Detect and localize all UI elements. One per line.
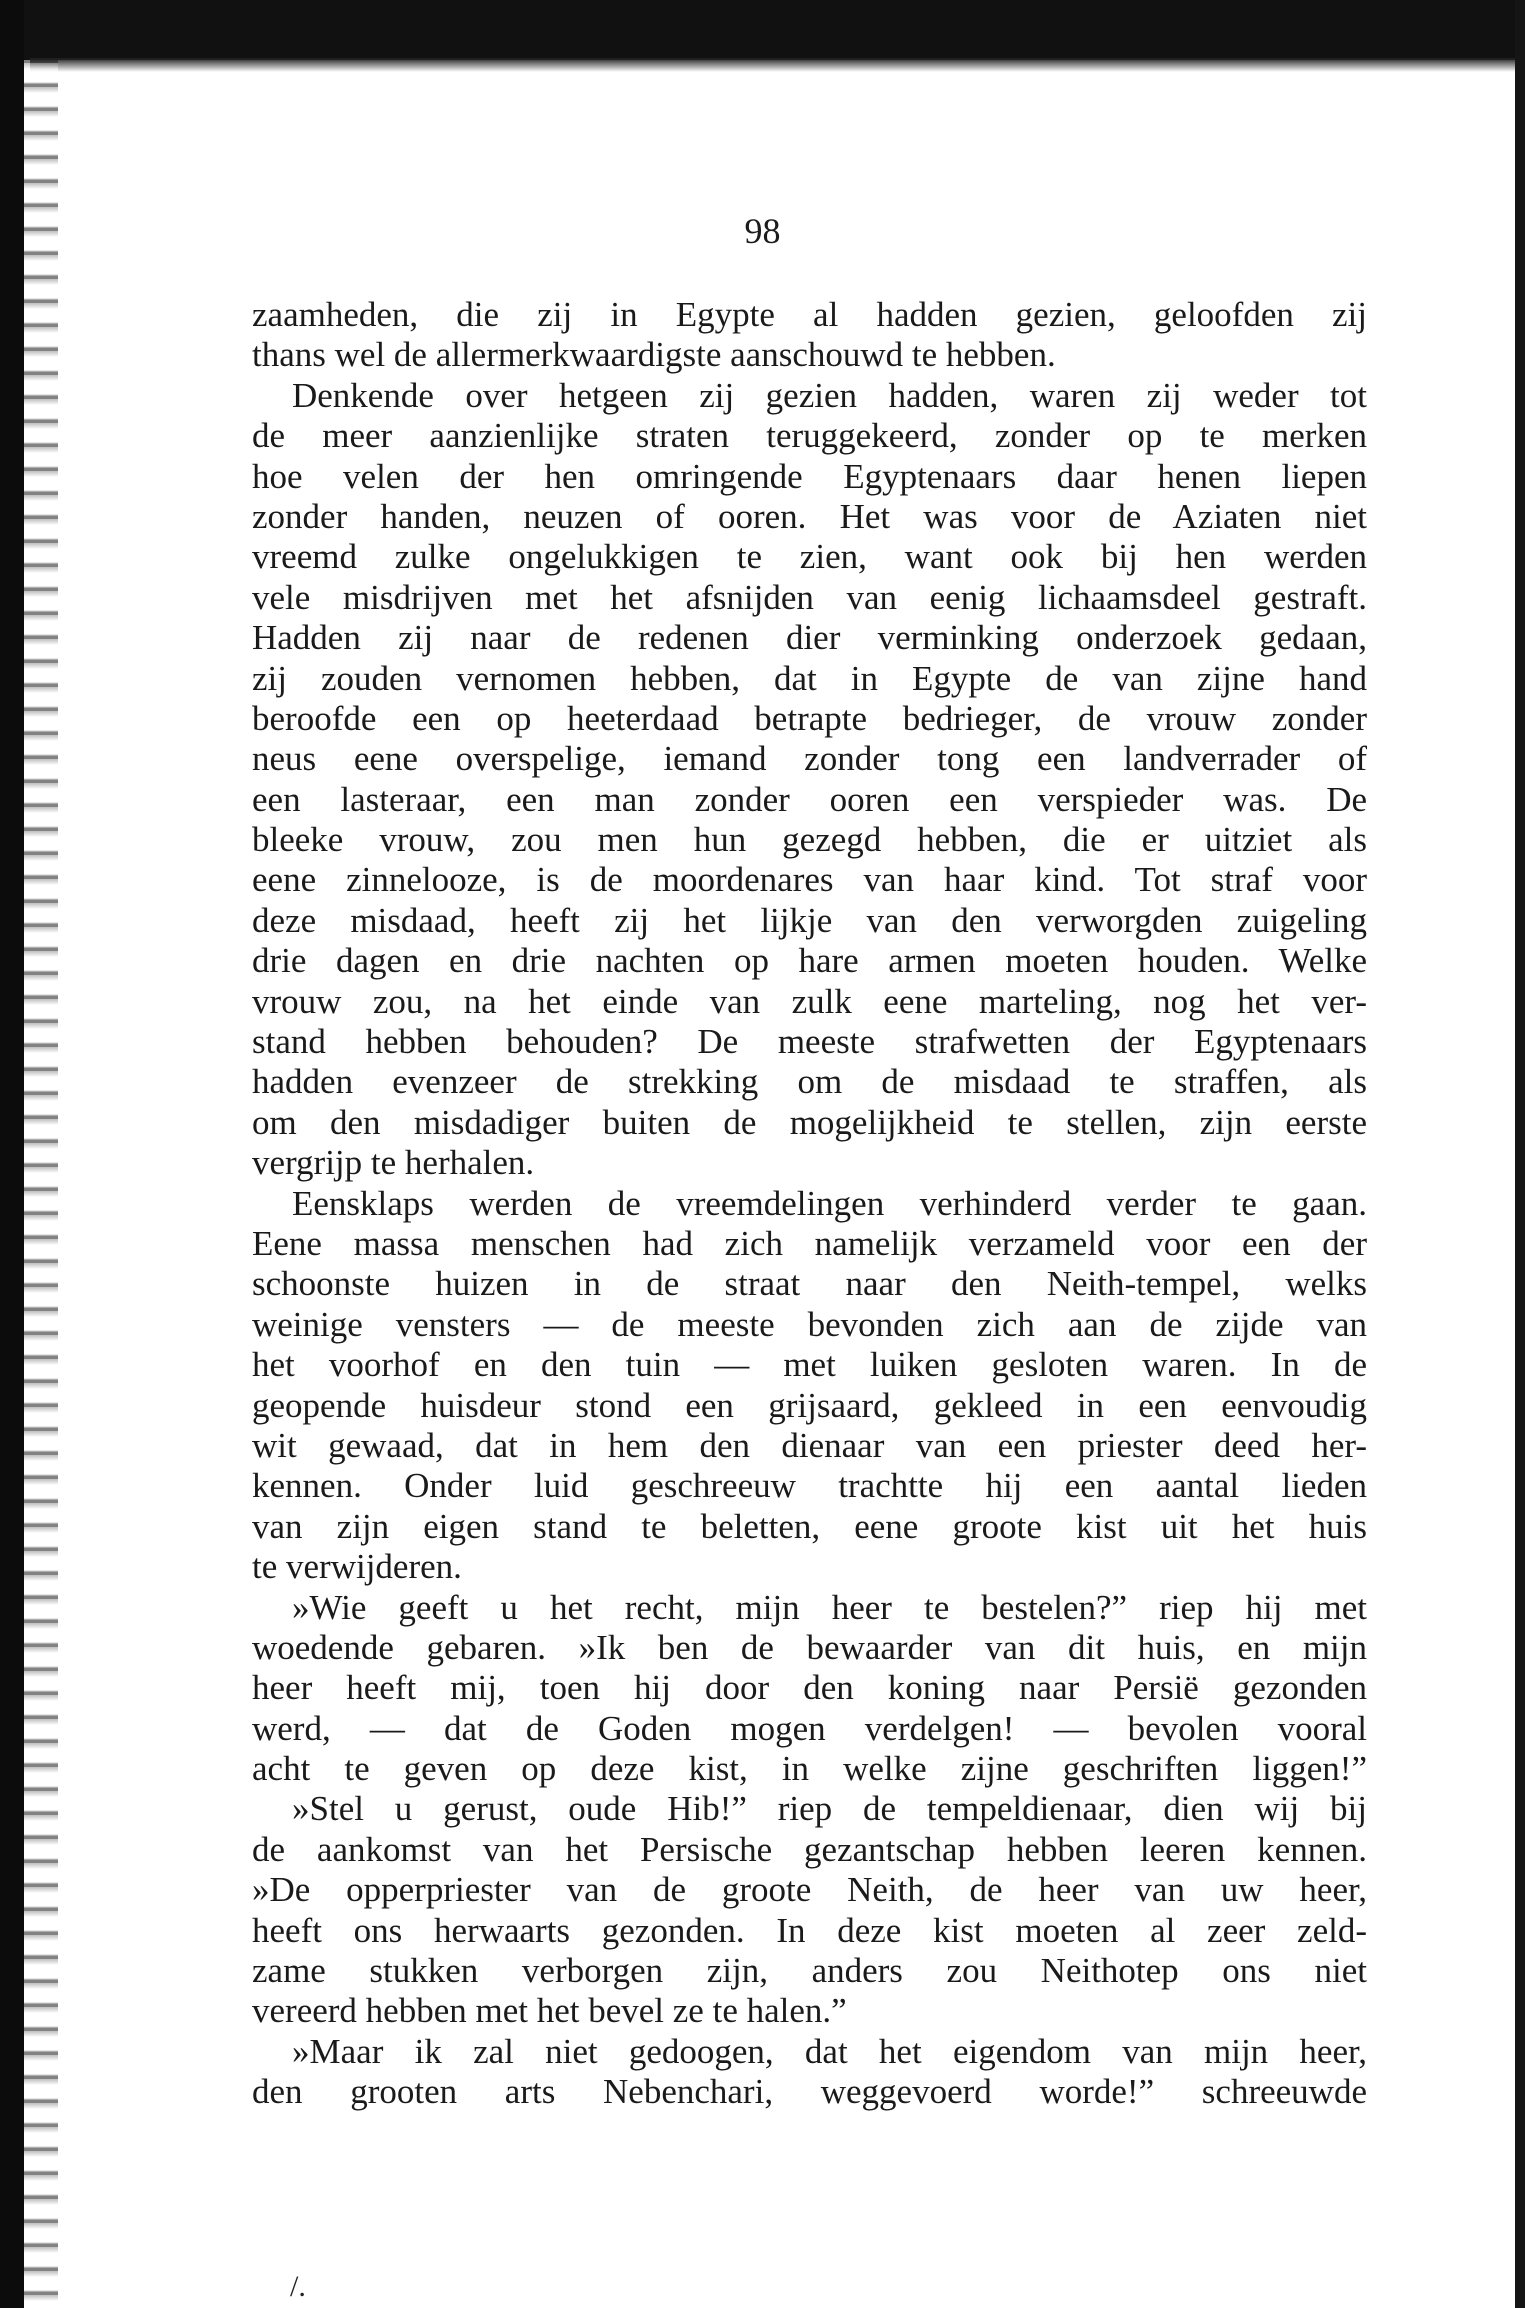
text-line: stand hebben behouden? De meeste strafwetten der Egyptenaars [252,1022,1367,1062]
text-line: »Wie geeft u het recht, mijn heer te bestelen?” riep hij met [292,1587,1367,1627]
text-line: neus eene overspelige, iemand zonder tong een landverrader of [252,739,1367,779]
text-line: vreemd zulke ongelukkigen te zien, want ook bij hen werden [252,537,1367,577]
text-line: deze misdaad, heeft zij het lijkje van den verworgden zuigeling [252,900,1367,940]
text-line: vrouw zou, na het einde van zulk eene marteling, nog het ver- [252,981,1367,1021]
text-line: het voorhof en den tuin — met luiken gesloten waren. In de [252,1345,1367,1385]
text-line: wit gewaad, dat in hem den dienaar van een priester deed her- [252,1425,1367,1465]
page-number: 98 [744,211,781,251]
text-line: vele misdrijven met het afsnijden van eenig lichaamsdeel gestraft. [252,577,1367,617]
scan-top-border [0,0,1525,60]
text-line: kennen. Onder luid geschreeuw trachtte hij een aantal lieden [252,1466,1367,1506]
text-line: »Maar ik zal niet gedoogen, dat het eigendom van mijn heer, [292,2031,1367,2071]
text-line: hoe velen der hen omringende Egyptenaars daar henen liepen [252,456,1367,496]
text-line: van zijn eigen stand te beletten, eene groote kist uit het huis [252,1506,1367,1546]
text-line: schoonste huizen in de straat naar den Neith-tempel, welks [252,1264,1367,1304]
text-line: Hadden zij naar de redenen dier verminking onderzoek gedaan, [252,618,1367,658]
text-line: »De opperpriester van de groote Neith, de heer van uw heer, [252,1870,1367,1910]
scan-left-border [0,0,24,2308]
text-line: om den misdadiger buiten de mogelijkheid te stellen, zijn eerste [252,1102,1367,1142]
text-line: bleeke vrouw, zou men hun gezegd hebben, die er uitziet als [252,820,1367,860]
text-line: »Stel u gerust, oude Hib!” riep de tempeldienaar, dien wij bij [292,1789,1367,1829]
text-line: te verwijderen. [252,1547,462,1587]
text-line: heer heeft mij, toen hij door den koning naar Persië gezonden [252,1668,1367,1708]
scan-right-border [1515,0,1525,2308]
text-line: geopende huisdeur stond een grijsaard, gekleed in een eenvoudig [252,1385,1367,1425]
text-line: zonder handen, neuzen of ooren. Het was voor de Aziaten niet [252,496,1367,536]
text-line: den grooten arts Nebenchari, weggevoerd worde!” schreeuwde [252,2072,1367,2112]
text-line: de aankomst van het Persische gezantschap hebben leeren kennen. [252,1829,1367,1869]
text-line: vergrijp te herhalen. [252,1143,535,1183]
scan-binding-edge [24,60,58,2308]
text-line: zij zouden vernomen hebben, dat in Egypte de van zijne hand [252,658,1367,698]
text-line: weinige vensters — de meeste bevonden zich aan de zijde van [252,1304,1367,1344]
text-line: vereerd hebben met het bevel ze te halen.” [252,1991,847,2031]
text-line: werd, — dat de Goden mogen verdelgen! — bevolen vooral [252,1708,1367,1748]
text-line: zaamheden, die zij in Egypte al hadden gezien, geloofden zij [252,295,1367,334]
text-line: eene zinnelooze, is de moordenares van haar kind. Tot straf voor [252,860,1367,900]
text-line: woedende gebaren. »Ik ben de bewaarder van dit huis, en mijn [252,1627,1367,1667]
text-line: Eene massa menschen had zich namelijk verzameld voor een der [252,1223,1367,1263]
text-line: de meer aanzienlijke straten teruggekeerd, zonder op te merken [252,416,1367,456]
text-line: zame stukken verborgen zijn, anders zou Neithotep ons niet [252,1951,1367,1991]
body-text [252,295,1367,2113]
scan-top-shadow [30,58,1525,72]
text-line: thans wel de allermerkwaardigste aanschouwd te hebben. [252,335,1056,375]
text-line: een lasteraar, een man zonder ooren een verspieder was. De [252,779,1367,819]
text-line: beroofde een op heeterdaad betrapte bedrieger, de vrouw zonder [252,698,1367,738]
stray-ink-mark: /. [290,2270,306,2303]
text-line: Denkende over hetgeen zij gezien hadden, waren zij weder tot [292,375,1367,415]
text-line: hadden evenzeer de strekking om de misdaad te straffen, als [252,1062,1367,1102]
text-line: heeft ons herwaarts gezonden. In deze kist moeten al zeer zeld- [252,1910,1367,1950]
text-line: drie dagen en drie nachten op hare armen moeten houden. Welke [252,941,1367,981]
text-line: acht te geven op deze kist, in welke zijne geschriften liggen!” [252,1749,1367,1789]
text-line: Eensklaps werden de vreemdelingen verhinderd verder te gaan. [292,1183,1367,1223]
